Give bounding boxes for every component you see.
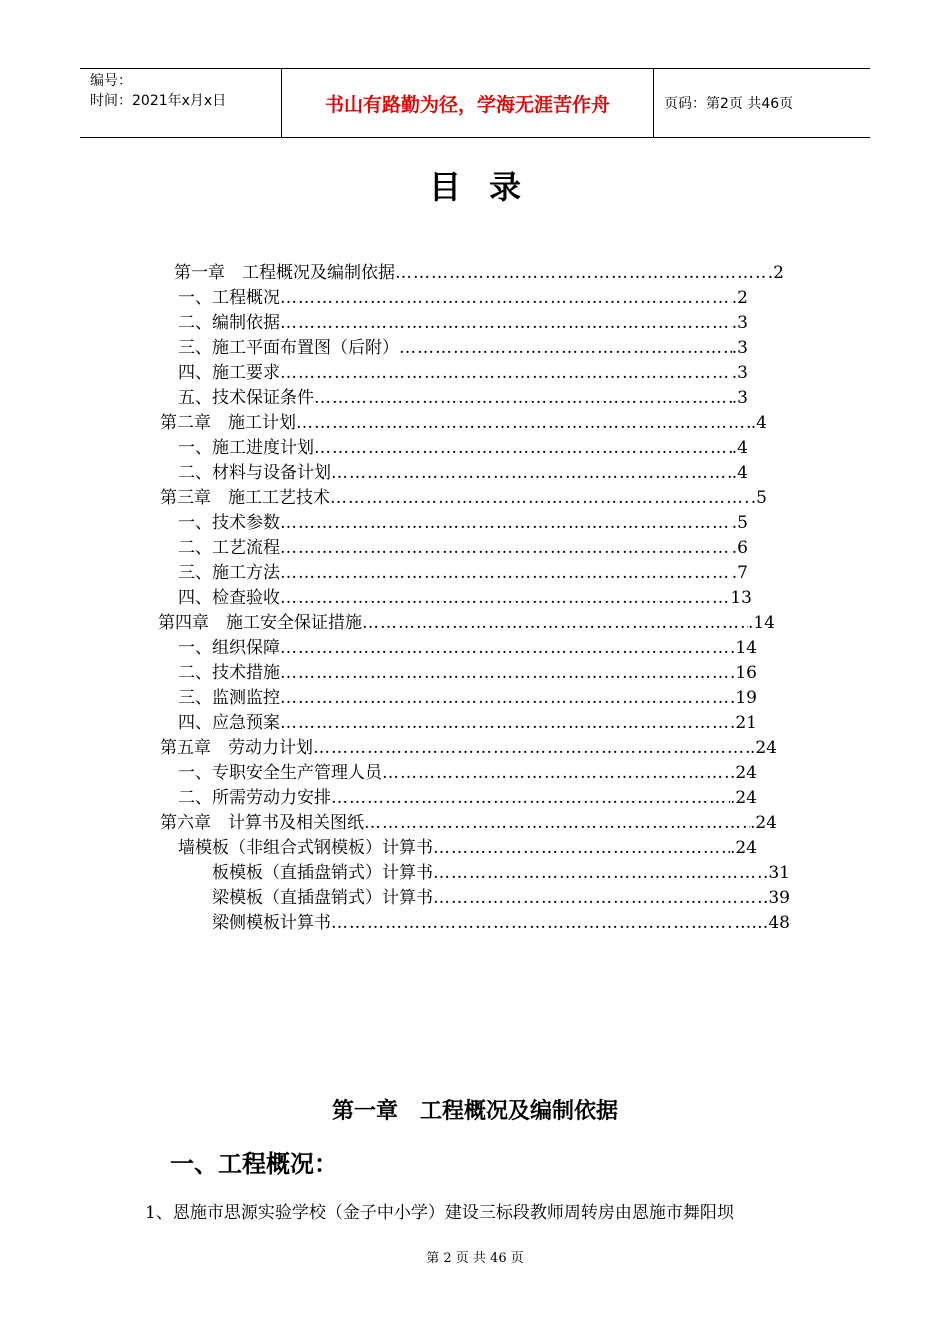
- toc-entry: [178, 586, 752, 610]
- toc-leader-dots: [280, 361, 732, 385]
- toc-leader-dots: [314, 386, 732, 410]
- toc-entry-page: .19: [729, 688, 757, 708]
- toc-entry: [160, 811, 777, 835]
- toc-entry: [178, 361, 748, 385]
- body-paragraph: 1、恩施市思源实验学校（金子中小学）建设三标段教师周转房由恩施市舞阳坝: [145, 1203, 734, 1223]
- toc-leader-dots: [331, 911, 734, 935]
- toc-entry: [178, 311, 748, 335]
- page-footer: 第 2 页 共 46 页: [426, 1251, 524, 1266]
- chapter-heading: 第一章 工程概况及编制依据: [331, 1099, 618, 1124]
- toc-leader-dots: [280, 636, 730, 660]
- toc-leader-dots: [433, 861, 763, 885]
- toc-entry-page: .24: [729, 788, 757, 808]
- toc-entry: [212, 886, 790, 910]
- toc-entry: [178, 761, 757, 785]
- toc-entry: [178, 786, 757, 810]
- toc-entry-page: .3: [731, 388, 748, 408]
- toc-entry: [178, 461, 748, 485]
- number-label: 编号：: [90, 73, 132, 89]
- toc-entry-title: 三、监测监控: [178, 688, 280, 708]
- toc-entry-title: 三、施工平面布置图（后附）: [178, 338, 399, 358]
- toc-leader-dots: [280, 586, 730, 610]
- toc-entry: [178, 561, 748, 585]
- toc-leader-dots: [280, 511, 732, 535]
- toc-leader-dots: [433, 836, 730, 860]
- toc-entry-page: 13: [730, 588, 752, 608]
- toc-entry-page: .14: [747, 613, 775, 633]
- toc-entry-title: 第三章 施工工艺技术: [160, 488, 330, 508]
- toc-entry: [178, 386, 748, 410]
- toc-entry-page: .24: [749, 813, 777, 833]
- toc-entry: [178, 836, 757, 860]
- toc-entry-page: .3: [731, 313, 748, 333]
- toc-entry-page: .21: [729, 713, 757, 733]
- toc-entry-title: 四、施工要求: [178, 363, 280, 383]
- toc-leader-dots: [280, 686, 730, 710]
- toc-entry: [178, 336, 748, 360]
- toc-entry-title: 四、应急预案: [178, 713, 280, 733]
- toc-entry-title: 一、组织保障: [178, 638, 280, 658]
- toc-entry-title: 二、材料与设备计划: [178, 463, 331, 483]
- toc-leader-dots: [330, 486, 751, 510]
- toc-leader-dots: [395, 261, 768, 285]
- toc-entry-title: 四、检查验收: [178, 588, 280, 608]
- toc-entry: [212, 911, 790, 935]
- toc-entry-title: 五、技术保证条件: [178, 388, 314, 408]
- toc-entry-title: 二、工艺流程: [178, 538, 280, 558]
- toc-entry-title: 一、专职安全生产管理人员: [178, 763, 382, 783]
- toc-entry: [178, 286, 748, 310]
- toc-entry: [178, 511, 748, 535]
- toc-entry-title: 一、工程概况: [178, 288, 280, 308]
- toc-leader-dots: [280, 661, 730, 685]
- toc-entry-page: .5: [750, 488, 767, 508]
- header-meta: [80, 69, 282, 137]
- toc-entry: [160, 736, 777, 760]
- toc-leader-dots: [331, 786, 730, 810]
- toc-leader-dots: [362, 611, 748, 635]
- toc-entry-page: .6: [731, 538, 748, 558]
- toc-entry-page: .31: [762, 863, 790, 883]
- toc-title: 目录: [428, 168, 549, 206]
- toc-leader-dots: [280, 561, 732, 585]
- toc-entry-title: 二、技术措施: [178, 663, 280, 683]
- header-motto: 书山有路勤为径，学海无涯苦作舟: [282, 69, 654, 137]
- toc-entry: [178, 711, 757, 735]
- toc-entry: [178, 436, 748, 460]
- toc-leader-dots: [382, 761, 730, 785]
- toc-entry-title: 二、所需劳动力安排: [178, 788, 331, 808]
- toc-entry-page: .4: [731, 438, 748, 458]
- toc-entry: [160, 411, 767, 435]
- toc-entry-title: 第一章 工程概况及编制依据: [174, 263, 395, 283]
- toc-entry-title: 第二章 施工计划: [160, 413, 296, 433]
- section-heading: 一、工程概况：: [170, 1150, 338, 1178]
- toc-entry-title: 梁模板（直插盘销式）计算书: [212, 888, 433, 908]
- toc-entry-page: .4: [750, 413, 767, 433]
- toc-entry-title: 二、编制依据: [178, 313, 280, 333]
- toc-entry-page: .4: [731, 463, 748, 483]
- toc-leader-dots: [280, 286, 732, 310]
- toc-entry-page: .3: [731, 338, 748, 358]
- toc-entry-page: .5: [731, 513, 748, 533]
- toc-entry-page: .24: [749, 738, 777, 758]
- toc-entry-page: .16: [729, 663, 757, 683]
- toc-entry: [158, 611, 775, 635]
- document-header: [80, 68, 870, 138]
- toc-entry-title: 墙模板（非组合式钢模板）计算书: [178, 838, 433, 858]
- toc-leader-dots: [399, 336, 732, 360]
- toc-entry-title: 第四章 施工安全保证措施: [158, 613, 362, 633]
- toc-entry-page: .39: [762, 888, 790, 908]
- header-page-info: 页码：第2页 共46页: [664, 96, 794, 112]
- toc-entry-page: .7: [731, 563, 748, 583]
- toc-entry-title: 第五章 劳动力计划: [160, 738, 313, 758]
- toc-entry-title: 第六章 计算书及相关图纸: [160, 813, 364, 833]
- toc-entry: [174, 261, 784, 285]
- toc-leader-dots: [364, 811, 750, 835]
- toc-entry: [178, 536, 748, 560]
- toc-entry-title: 一、施工进度计划: [178, 438, 314, 458]
- toc-entry-page: .24: [729, 838, 757, 858]
- toc-entry-page: .2: [731, 288, 748, 308]
- toc-leader-dots: [433, 886, 763, 910]
- toc-leader-dots: [280, 711, 730, 735]
- toc-leader-dots: [280, 536, 732, 560]
- toc-entry-page: ……48: [734, 913, 790, 933]
- toc-leader-dots: [296, 411, 751, 435]
- toc-entry: [160, 486, 767, 510]
- toc-entry: [178, 661, 757, 685]
- toc-entry-title: 梁侧模板计算书: [212, 913, 331, 933]
- toc-leader-dots: [314, 436, 732, 460]
- toc-entry-page: .14: [729, 638, 757, 658]
- time-label: 时间：2021年x月x日: [90, 93, 227, 109]
- toc-leader-dots: [331, 461, 732, 485]
- toc-entry-page: .2: [767, 263, 784, 283]
- toc-entry-page: .24: [729, 763, 757, 783]
- toc-leader-dots: [313, 736, 750, 760]
- toc-leader-dots: [280, 311, 732, 335]
- toc-entry-page: .3: [731, 363, 748, 383]
- toc-entry: [178, 686, 757, 710]
- toc-entry-title: 三、施工方法: [178, 563, 280, 583]
- toc-entry-title: 板模板（直插盘销式）计算书: [212, 863, 433, 883]
- toc-entry: [212, 861, 790, 885]
- toc-entry-title: 一、技术参数: [178, 513, 280, 533]
- toc-entry: [178, 636, 757, 660]
